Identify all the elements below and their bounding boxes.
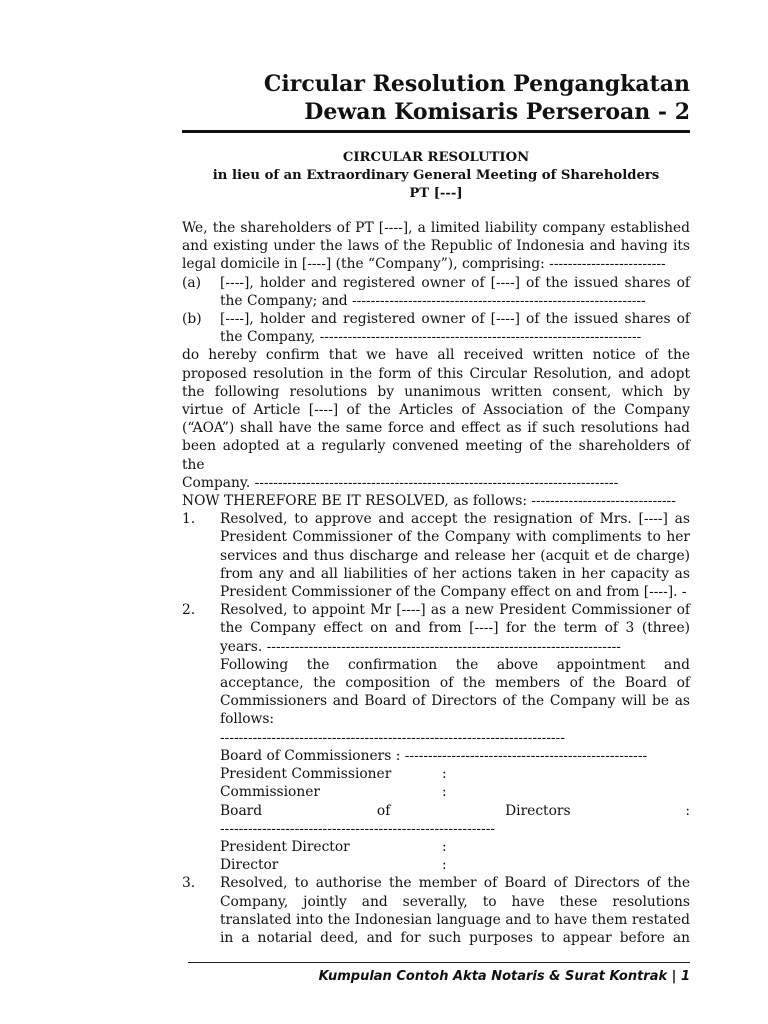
item-line: [----], holder and registered owner of [----] of the issued shares of: [220, 274, 690, 291]
confirm-line: (“AOA”) shall have the same force and effect as if such resolutions had: [182, 420, 690, 437]
document-title: [182, 70, 690, 126]
item-line: Company, jointly and severally, to have these resolutions: [220, 893, 690, 910]
confirm-line: been adopted at a regularly convened meeting of the shareholders of the: [182, 438, 690, 473]
member-row: [220, 856, 690, 874]
item-marker: (b): [182, 311, 202, 328]
confirm-line: proposed resolution in the form of this Circular Resolution, and adopt: [182, 365, 690, 382]
item-line: Following the confirmation the above appointment and: [220, 656, 690, 673]
confirm-line: Company. ------------------------------------------------------------------------------: [182, 474, 619, 491]
member-role: President Commissioner: [220, 766, 392, 783]
confirm-line: the following resolutions by unanimous written consent, which by: [182, 383, 690, 400]
member-row: [220, 765, 690, 783]
confirm-line: do hereby confirm that we have all received written notice of the: [182, 347, 690, 364]
bod-header: [220, 802, 690, 820]
bod-dashes: -----------------------------------------------------------: [220, 820, 496, 837]
bod-header-word: Directors: [505, 802, 571, 819]
item-marker: 3.: [182, 875, 196, 892]
item-marker: 2.: [182, 602, 196, 619]
intro-line: and existing under the laws of the Republic of Indonesia and having its: [182, 238, 690, 255]
shareholder-item: [182, 310, 690, 346]
item-marker: 1.: [182, 511, 196, 528]
boc-header: Board of Commissioners : ----------------------------------------------------: [220, 747, 648, 764]
item-line: the Company, ---------------------------------------------------------------------: [220, 329, 642, 346]
document-page: [182, 70, 690, 947]
member-colon: :: [442, 857, 447, 874]
item-line: Resolved, to approve and accept the resignation of Mrs. [----] as: [220, 511, 690, 528]
item-line: services and thus discharge and release her (acquit et de charge): [220, 547, 690, 564]
resolution-item: [182, 601, 690, 874]
item-line: Commissioners and Board of Directors of the Company will be as: [220, 693, 690, 710]
member-colon: :: [442, 766, 447, 783]
resolution-item: [182, 874, 690, 947]
member-role: President Director: [220, 838, 350, 855]
heading-line: in lieu of an Extraordinary General Meeting of Shareholders: [212, 168, 660, 183]
item-content: [220, 874, 690, 947]
intro-paragraph: [182, 219, 690, 947]
item-line: --------------------------------------------------------------------------: [220, 729, 565, 746]
member-role: Director: [220, 857, 279, 874]
document-title-line: Circular Resolution Pengangkatan: [263, 71, 690, 97]
bod-header-word: of: [376, 802, 391, 819]
member-row: [220, 783, 690, 801]
heading-line: CIRCULAR RESOLUTION: [342, 150, 530, 165]
bod-header-word: :: [685, 802, 691, 819]
member-role: Commissioner: [220, 784, 320, 801]
title-divider: [182, 130, 690, 133]
item-line: follows:: [220, 711, 275, 728]
item-line: years. ----------------------------------------------------------------------------: [220, 638, 621, 655]
resolved-intro-line: NOW THEREFORE BE IT RESOLVED, as follows: -------------------------------: [182, 493, 676, 510]
item-marker: (a): [182, 274, 201, 291]
resolution-heading: [182, 149, 690, 203]
bod-header-word: Board: [220, 802, 263, 819]
item-line: from any and all liabilities of her actions taken in her capacity as: [220, 565, 690, 582]
member-colon: :: [442, 838, 447, 855]
item-line: acceptance, the composition of the members of the Board of: [220, 675, 690, 692]
item-line: President Commissioner of the Company with compliments to her: [220, 529, 690, 546]
heading-line: PT [---]: [409, 186, 463, 201]
item-content: [220, 510, 690, 601]
member-colon: :: [442, 784, 447, 801]
resolution-item: [182, 510, 690, 601]
member-row: [220, 838, 690, 856]
item-content: [220, 601, 690, 874]
item-line: in a notarial deed, and for such purposes to appear before an: [220, 929, 690, 946]
footer-divider: [188, 962, 690, 963]
item-line: [----], holder and registered owner of [----] of the issued shares of: [220, 311, 690, 328]
item-line: the Company; and ---------------------------------------------------------------: [220, 292, 646, 309]
item-line: Resolved, to appoint Mr [----] as a new President Commissioner of: [220, 602, 690, 619]
page-footer: [188, 962, 690, 984]
intro-line: legal domicile in [----] (the “Company”), comprising: -------------------------: [182, 256, 666, 273]
item-line: translated into the Indonesian language and to have them restated: [220, 911, 690, 928]
item-content: [220, 310, 690, 346]
intro-line: We, the shareholders of PT [----], a limited liability company established: [182, 220, 690, 236]
item-line: Resolved, to authorise the member of Board of Directors of the: [220, 875, 690, 892]
item-content: [220, 274, 690, 310]
footer-text: Kumpulan Contoh Akta Notaris & Surat Kontrak | 1: [318, 969, 690, 984]
document-title-line: Dewan Komisaris Perseroan - 2: [304, 99, 690, 125]
item-line: President Commissioner of the Company effect on and from [----]. -: [220, 584, 687, 601]
item-line: the Company effect on and from [----] for the term of 3 (three): [220, 620, 690, 637]
shareholder-item: [182, 274, 690, 310]
confirm-line: virtue of Article [----] of the Articles of Association of the Company: [182, 402, 690, 419]
